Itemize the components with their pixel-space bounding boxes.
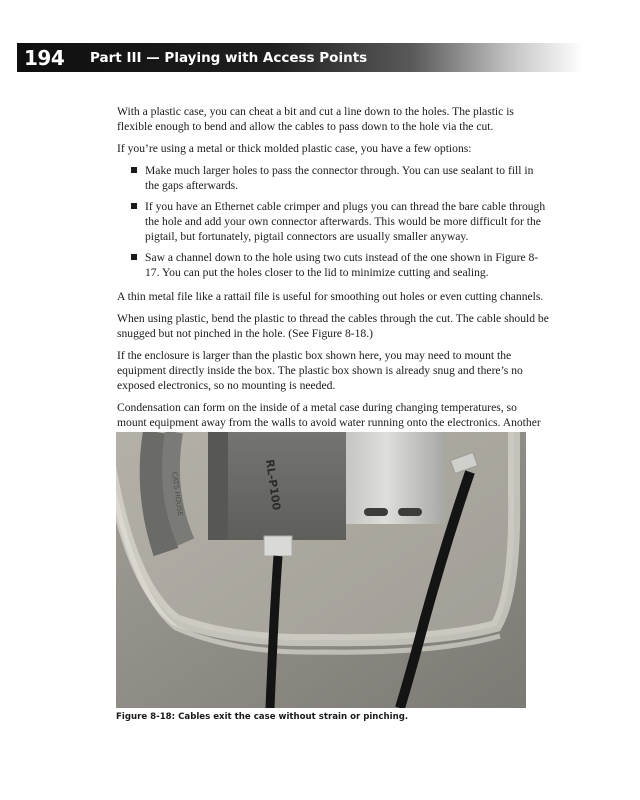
part-title: Part III — Playing with Access Points — [90, 50, 368, 66]
bullet-icon — [131, 254, 137, 260]
device-label: RL-P100 — [263, 458, 284, 511]
paragraph: With a plastic case, you can cheat a bit and cut a line down to the holes. The plastic is flexible enough to bend and allow the cables to pass down to the hole via the cut. — [117, 105, 514, 133]
page-number: 194 — [24, 46, 65, 70]
paragraph: Condensation can form on the inside of a metal case during changing temperatures, so mount equipment away from the walls to avoid water running onto the electronics. Another — [117, 401, 541, 429]
list-item — [117, 250, 549, 280]
paragraph: When using plastic, bend the plastic to thread the cables through the cut. The cable should be snugged but not pinched in the hole. (See Figure 8-18.) — [117, 312, 549, 340]
paragraph: If the enclosure is larger than the plastic box shown here, you may need to mount the equipment directly inside the box. The plastic box shown is already snug and there’s no exposed electronics, so no mounting is needed. — [117, 349, 523, 392]
bullet-icon — [131, 167, 137, 173]
paragraph: If you’re using a metal or thick molded plastic case, you have a few options: — [117, 142, 472, 155]
paragraph: A thin metal file like a rattail file is useful for smoothing out holes or even cutting channels. — [117, 290, 544, 303]
options-list — [117, 163, 549, 280]
list-item-text: Make much larger holes to pass the connector through. You can use sealant to fill in the gaps afterwards. — [145, 164, 534, 192]
ethernet-connector — [264, 536, 292, 556]
photo-illustration — [116, 432, 526, 708]
caption-text: Cables exit the case without strain or pinching. — [178, 712, 409, 722]
figure-photo — [116, 432, 526, 708]
list-item — [117, 163, 549, 193]
list-item-text: Saw a channel down to the hole using two cuts instead of the one shown in Figure 8-17. You can put the holes closer to the lid to minimize cutting and sealing. — [145, 251, 539, 279]
page-header — [17, 43, 583, 72]
list-item-text: If you have an Ethernet cable crimper and plugs you can thread the bare cable through the hole and add your own connector afterwards. This would be more difficult for the pigtail, but fortunately, pigtail connectors are usually smaller anyway. — [145, 200, 546, 243]
figure-caption — [116, 712, 408, 722]
list-item — [117, 199, 549, 244]
bullet-icon — [131, 203, 137, 209]
body-text — [117, 104, 549, 452]
caption-label: Figure 8-18: — [116, 712, 176, 722]
cable-label: CAT5 HOUSE — [170, 471, 185, 517]
